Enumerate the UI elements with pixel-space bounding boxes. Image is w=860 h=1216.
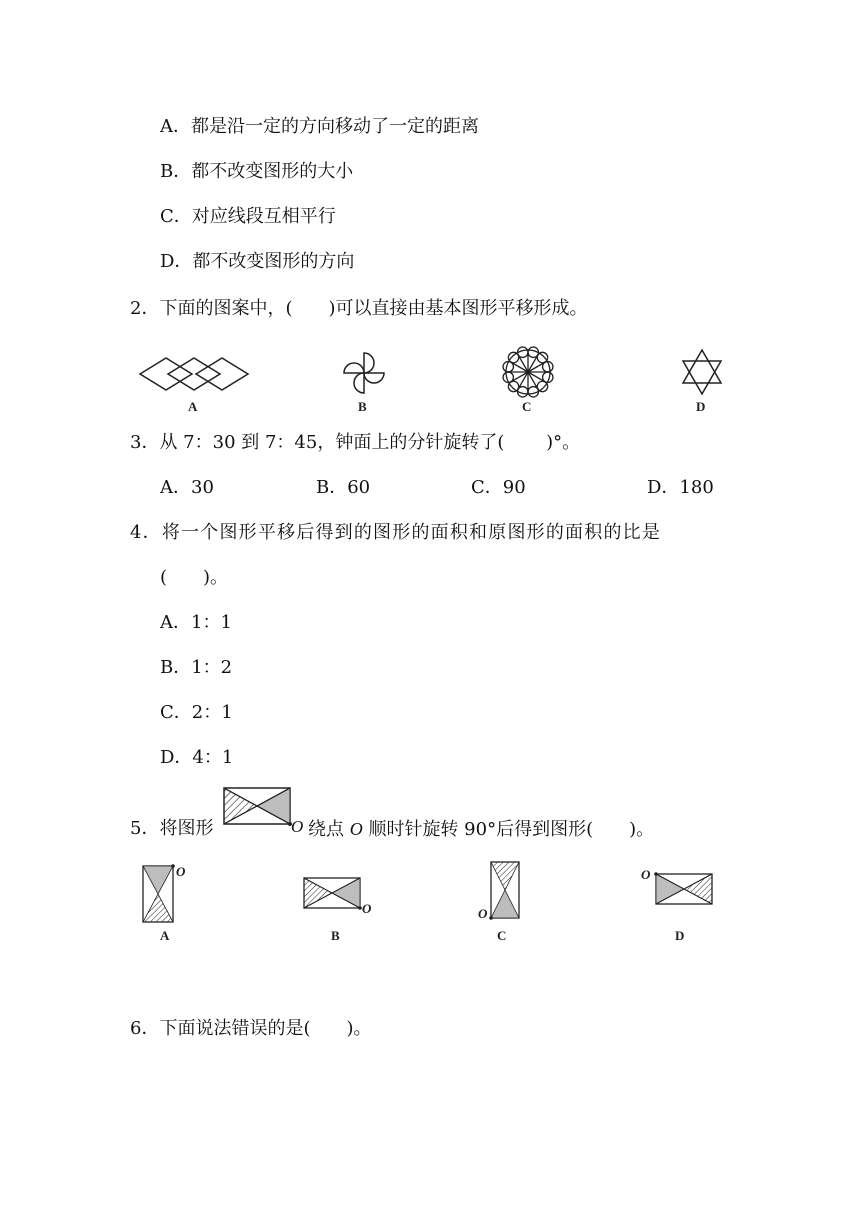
- q5-source-point-label: O: [291, 817, 304, 836]
- q3-question: 3．从 7：30 到 7：45，钟面上的分针旋转了( )°。: [130, 432, 581, 453]
- q4-option-a: A．1：1: [160, 612, 232, 633]
- q5-figure-a-point: O: [176, 864, 186, 879]
- q3-option-d: D．180: [647, 477, 714, 498]
- q4-question-line1: 4．将一个图形平移后得到的图形的面积和原图形的面积的比是: [130, 522, 662, 543]
- q5-suffix-part1: 绕点: [308, 819, 350, 840]
- q4-question-line2: ( )。: [160, 567, 229, 588]
- q5-figure-c-point: O: [478, 906, 488, 921]
- q5-figure-d: [654, 872, 716, 910]
- q4-option-c: C．2：1: [160, 702, 233, 723]
- q2-figure-b: [340, 350, 388, 396]
- q5-question-suffix: [308, 818, 654, 841]
- q5-point-o: O: [349, 819, 363, 839]
- q1-option-d: D．都不改变图形的方向: [160, 251, 355, 272]
- q3-option-c: C．90: [471, 477, 526, 498]
- q2-question: 2．下面的图案中，( )可以直接由基本图形平移形成。: [130, 298, 588, 319]
- q5-caption-c: C: [497, 928, 507, 943]
- q3-option-a: A．30: [160, 477, 214, 498]
- q1-option-c: C．对应线段互相平行: [160, 206, 336, 227]
- q6-question: 6．下面说法错误的是( )。: [130, 1018, 372, 1039]
- q5-figure-c: [488, 860, 524, 922]
- q5-figure-b: [302, 876, 364, 914]
- q1-option-b: B．都不改变图形的大小: [160, 161, 354, 182]
- q4-option-b: B．1：2: [160, 657, 233, 678]
- q2-figure-d: [680, 348, 724, 396]
- q5-caption-b: B: [331, 928, 340, 943]
- q4-option-d: D．4：1: [160, 747, 234, 768]
- q5-figure-d-point: O: [641, 867, 651, 882]
- q2-caption-c: C: [522, 399, 532, 414]
- q2-figure-c: [500, 344, 556, 400]
- q2-caption-d: D: [696, 399, 706, 414]
- q1-option-a: A．都是沿一定的方向移动了一定的距离: [160, 116, 479, 137]
- q5-question-prefix: 5．将图形: [130, 818, 214, 839]
- q3-option-b: B．60: [316, 477, 371, 498]
- q2-figure-a: [138, 352, 250, 396]
- q5-caption-a: A: [160, 928, 170, 943]
- petal-circle: [506, 350, 550, 394]
- q2-caption-b: B: [358, 399, 367, 414]
- q5-figure-b-point: O: [362, 901, 372, 916]
- q5-caption-d: D: [675, 928, 685, 943]
- q5-suffix-part2: 顺时针旋转 90°后得到图形( )。: [362, 819, 655, 840]
- q2-caption-a: A: [188, 399, 198, 414]
